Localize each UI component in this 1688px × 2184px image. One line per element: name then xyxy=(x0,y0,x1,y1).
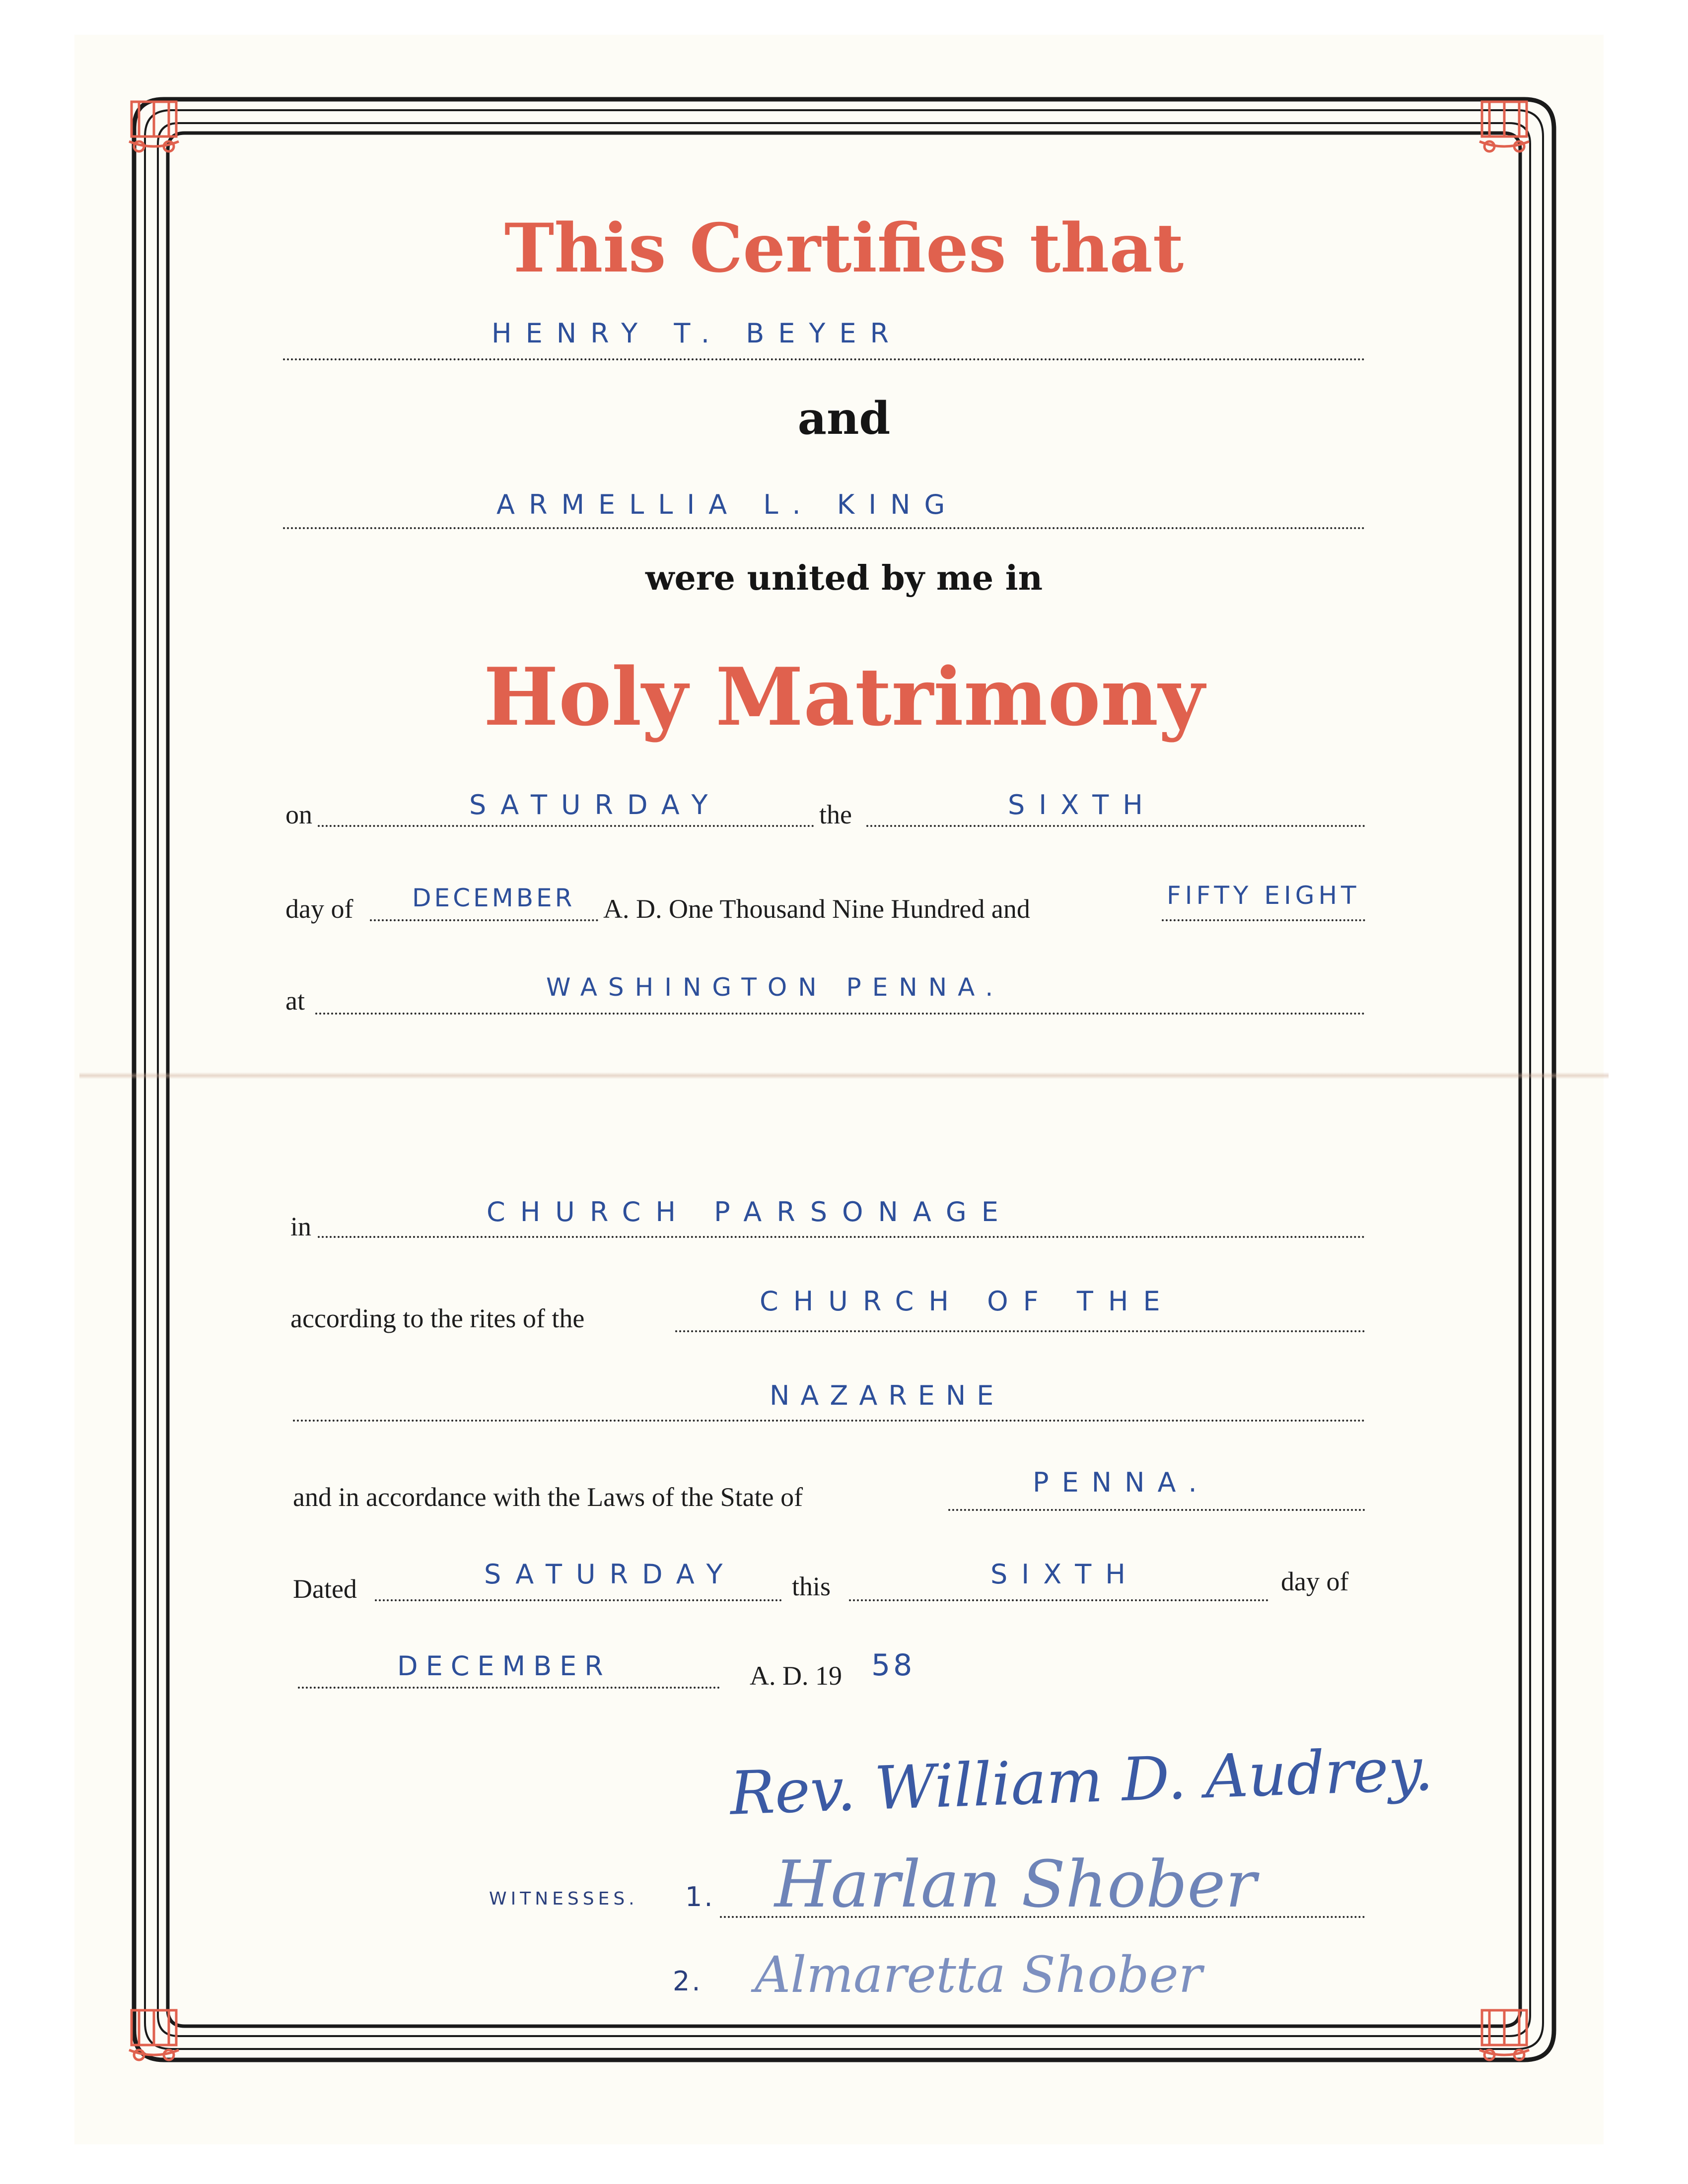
dated-weekday-line xyxy=(375,1599,782,1601)
marriage-place: WASHINGTON PENNA. xyxy=(546,973,1004,1002)
dated-year-suffix: 58 xyxy=(871,1648,915,1683)
paper-fold-crease xyxy=(79,1072,1609,1079)
marriage-month: DECEMBER xyxy=(412,884,575,912)
groom-name: HENRY T. BEYER xyxy=(492,318,903,349)
state-line xyxy=(948,1509,1365,1511)
church-name-part1: CHURCH OF THE xyxy=(760,1286,1175,1317)
church-name-part2: NAZARENE xyxy=(770,1380,1005,1411)
marriage-venue: CHURCH PARSONAGE xyxy=(487,1196,1013,1228)
day-of-label: day of xyxy=(285,894,353,924)
church-line-2 xyxy=(293,1420,1365,1422)
certificate-heading: This Certifies that xyxy=(504,208,1184,287)
corner-ornament-top-left xyxy=(119,92,189,161)
united-text: were united by me in xyxy=(645,558,1043,598)
bride-name: ARMELLIA L. KING xyxy=(496,489,959,520)
matrimony-title: Holy Matrimony xyxy=(483,650,1205,744)
witness-2-signature: Almaretta Shober xyxy=(755,1946,1202,2004)
groom-name-line xyxy=(283,358,1365,360)
witnesses-label: WITNESSES. xyxy=(489,1889,638,1909)
this-label: this xyxy=(792,1571,831,1601)
on-label: on xyxy=(285,800,312,829)
dated-month: DECEMBER xyxy=(397,1650,611,1682)
rites-label: according to the rites of the xyxy=(290,1303,585,1333)
officiant-signature: Rev. William D. Audrey. xyxy=(729,1735,1434,1829)
corner-ornament-bottom-left xyxy=(119,2000,189,2070)
state-name: PENNA. xyxy=(1033,1467,1210,1498)
month-line xyxy=(370,919,598,921)
dated-weekday: SATURDAY xyxy=(484,1559,737,1590)
marriage-year-words: FIFTY EIGHT xyxy=(1167,881,1360,910)
dated-day: SIXTH xyxy=(990,1559,1139,1590)
in-label: in xyxy=(290,1212,312,1241)
witness-1-number: 1. xyxy=(685,1881,715,1912)
ad-prefix: A. D. 19 xyxy=(750,1661,842,1691)
marriage-weekday: SATURDAY xyxy=(469,789,722,820)
dated-month-line xyxy=(298,1687,720,1689)
witness-1-signature: Harlan Shober xyxy=(774,1846,1257,1922)
venue-line xyxy=(318,1236,1365,1238)
bride-name-line xyxy=(283,527,1365,529)
weekday-line xyxy=(318,825,814,827)
place-line xyxy=(315,1013,1365,1015)
laws-label: and in accordance with the Laws of the State of xyxy=(293,1482,803,1512)
church-line-1 xyxy=(675,1330,1365,1332)
day-line xyxy=(866,825,1365,827)
at-label: at xyxy=(285,986,305,1016)
dated-label: Dated xyxy=(293,1574,357,1604)
day-of-end-label: day of xyxy=(1281,1567,1349,1596)
marriage-day: SIXTH xyxy=(1008,789,1157,820)
year-words-line xyxy=(1162,919,1365,921)
the-label: the xyxy=(819,800,852,829)
dated-day-line xyxy=(849,1599,1268,1601)
witness-2-number: 2. xyxy=(673,1966,703,1997)
ad-text: A. D. One Thousand Nine Hundred and xyxy=(603,894,1030,924)
corner-ornament-bottom-right xyxy=(1470,2000,1539,2070)
conjunction-and: and xyxy=(797,392,891,445)
corner-ornament-top-right xyxy=(1470,92,1539,161)
